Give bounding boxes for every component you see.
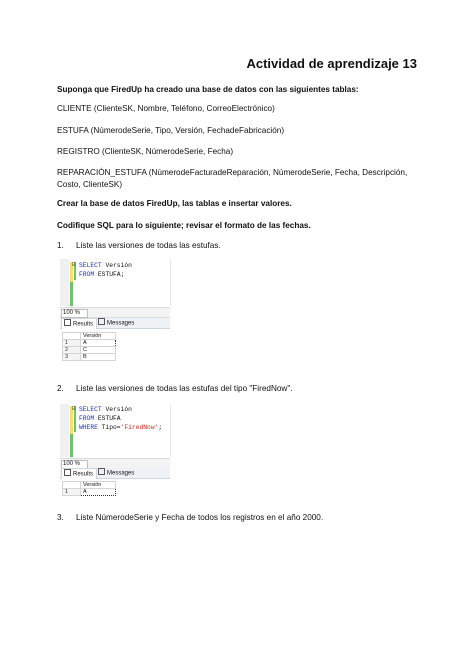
table-reparacion: REPARACIÓN_ESTUFA (NúmerodeFacturadeReparación, NúmerodeSerie, Fecha, Descripción, Costo, ClienteSK) [57, 168, 408, 189]
sql-line-3[interactable]: WHERE Tipo='FiredNow'; [79, 423, 163, 431]
table-row[interactable]: 2 C [63, 347, 116, 354]
grid-icon [64, 469, 71, 476]
query-editor [60, 259, 171, 306]
ssms-screenshot-2 [60, 404, 170, 499]
column-header[interactable]: Versión [81, 333, 116, 340]
page-title: Actividad de aprendizaje 13 [246, 56, 417, 71]
table-estufa: ESTUFA (NúmerodeSerie, Tipo, Versión, FechadeFabricación) [57, 126, 285, 135]
zoom-select[interactable]: 100 % [61, 460, 88, 469]
item-number: 3. [57, 513, 64, 522]
intro-text: Suponga que FiredUp ha creado una base de datos con las siguientes tablas: [57, 85, 359, 94]
table-cliente: CLIENTE (ClienteSK, Nombre, Teléfono, CorreoElectrónico) [57, 104, 275, 113]
tab-messages[interactable]: Messages [96, 468, 136, 478]
tab-results[interactable]: Results [61, 318, 97, 329]
tab-results[interactable]: Results [61, 468, 97, 479]
table-row[interactable]: 1 A [63, 489, 116, 496]
sql-line-1[interactable]: SELECT Versión [79, 406, 132, 413]
table-registro: REGISTRO (ClienteSK, NúmerodeSerie, Fecha) [57, 147, 234, 156]
collapse-icon[interactable]: ⊟ [72, 405, 76, 412]
results-grid [62, 332, 116, 361]
item-text: Liste NúmerodeSerie y Fecha de todos los registros en el año 2000. [76, 513, 324, 522]
column-header[interactable]: Versión [81, 482, 116, 489]
query-editor [60, 404, 171, 457]
table-row[interactable]: 3 B [63, 354, 116, 361]
item-text: Liste las versiones de todas las estufas del tipo "FiredNow". [76, 384, 293, 393]
results-tabs [60, 468, 170, 479]
instruction-sql: Codifique SQL para lo siguiente; revisar el formato de las fechas. [57, 221, 311, 230]
instruction-create: Crear la base de datos FiredUp, las tablas e insertar valores. [57, 199, 292, 208]
item-text: Liste las versiones de todas las estufas. [76, 241, 221, 250]
tab-messages[interactable]: Messages [96, 318, 136, 328]
messages-icon [98, 468, 105, 475]
messages-icon [98, 318, 105, 325]
sql-line-2[interactable]: FROM ESTUFA; [79, 270, 125, 278]
status-bar [60, 307, 170, 318]
ssms-screenshot-1 [60, 259, 170, 384]
zoom-select[interactable]: 100 % [61, 309, 88, 318]
item-number: 2. [57, 384, 64, 393]
sql-line-2[interactable]: FROM ESTUFA [79, 414, 121, 422]
item-number: 1. [57, 241, 64, 250]
grid-icon [64, 319, 71, 326]
table-row[interactable]: 1 A [63, 340, 116, 347]
results-tabs [60, 318, 170, 329]
results-grid [62, 481, 116, 496]
sql-line-1[interactable]: SELECT Versión [79, 262, 132, 269]
collapse-icon[interactable]: ⊟ [72, 261, 76, 268]
